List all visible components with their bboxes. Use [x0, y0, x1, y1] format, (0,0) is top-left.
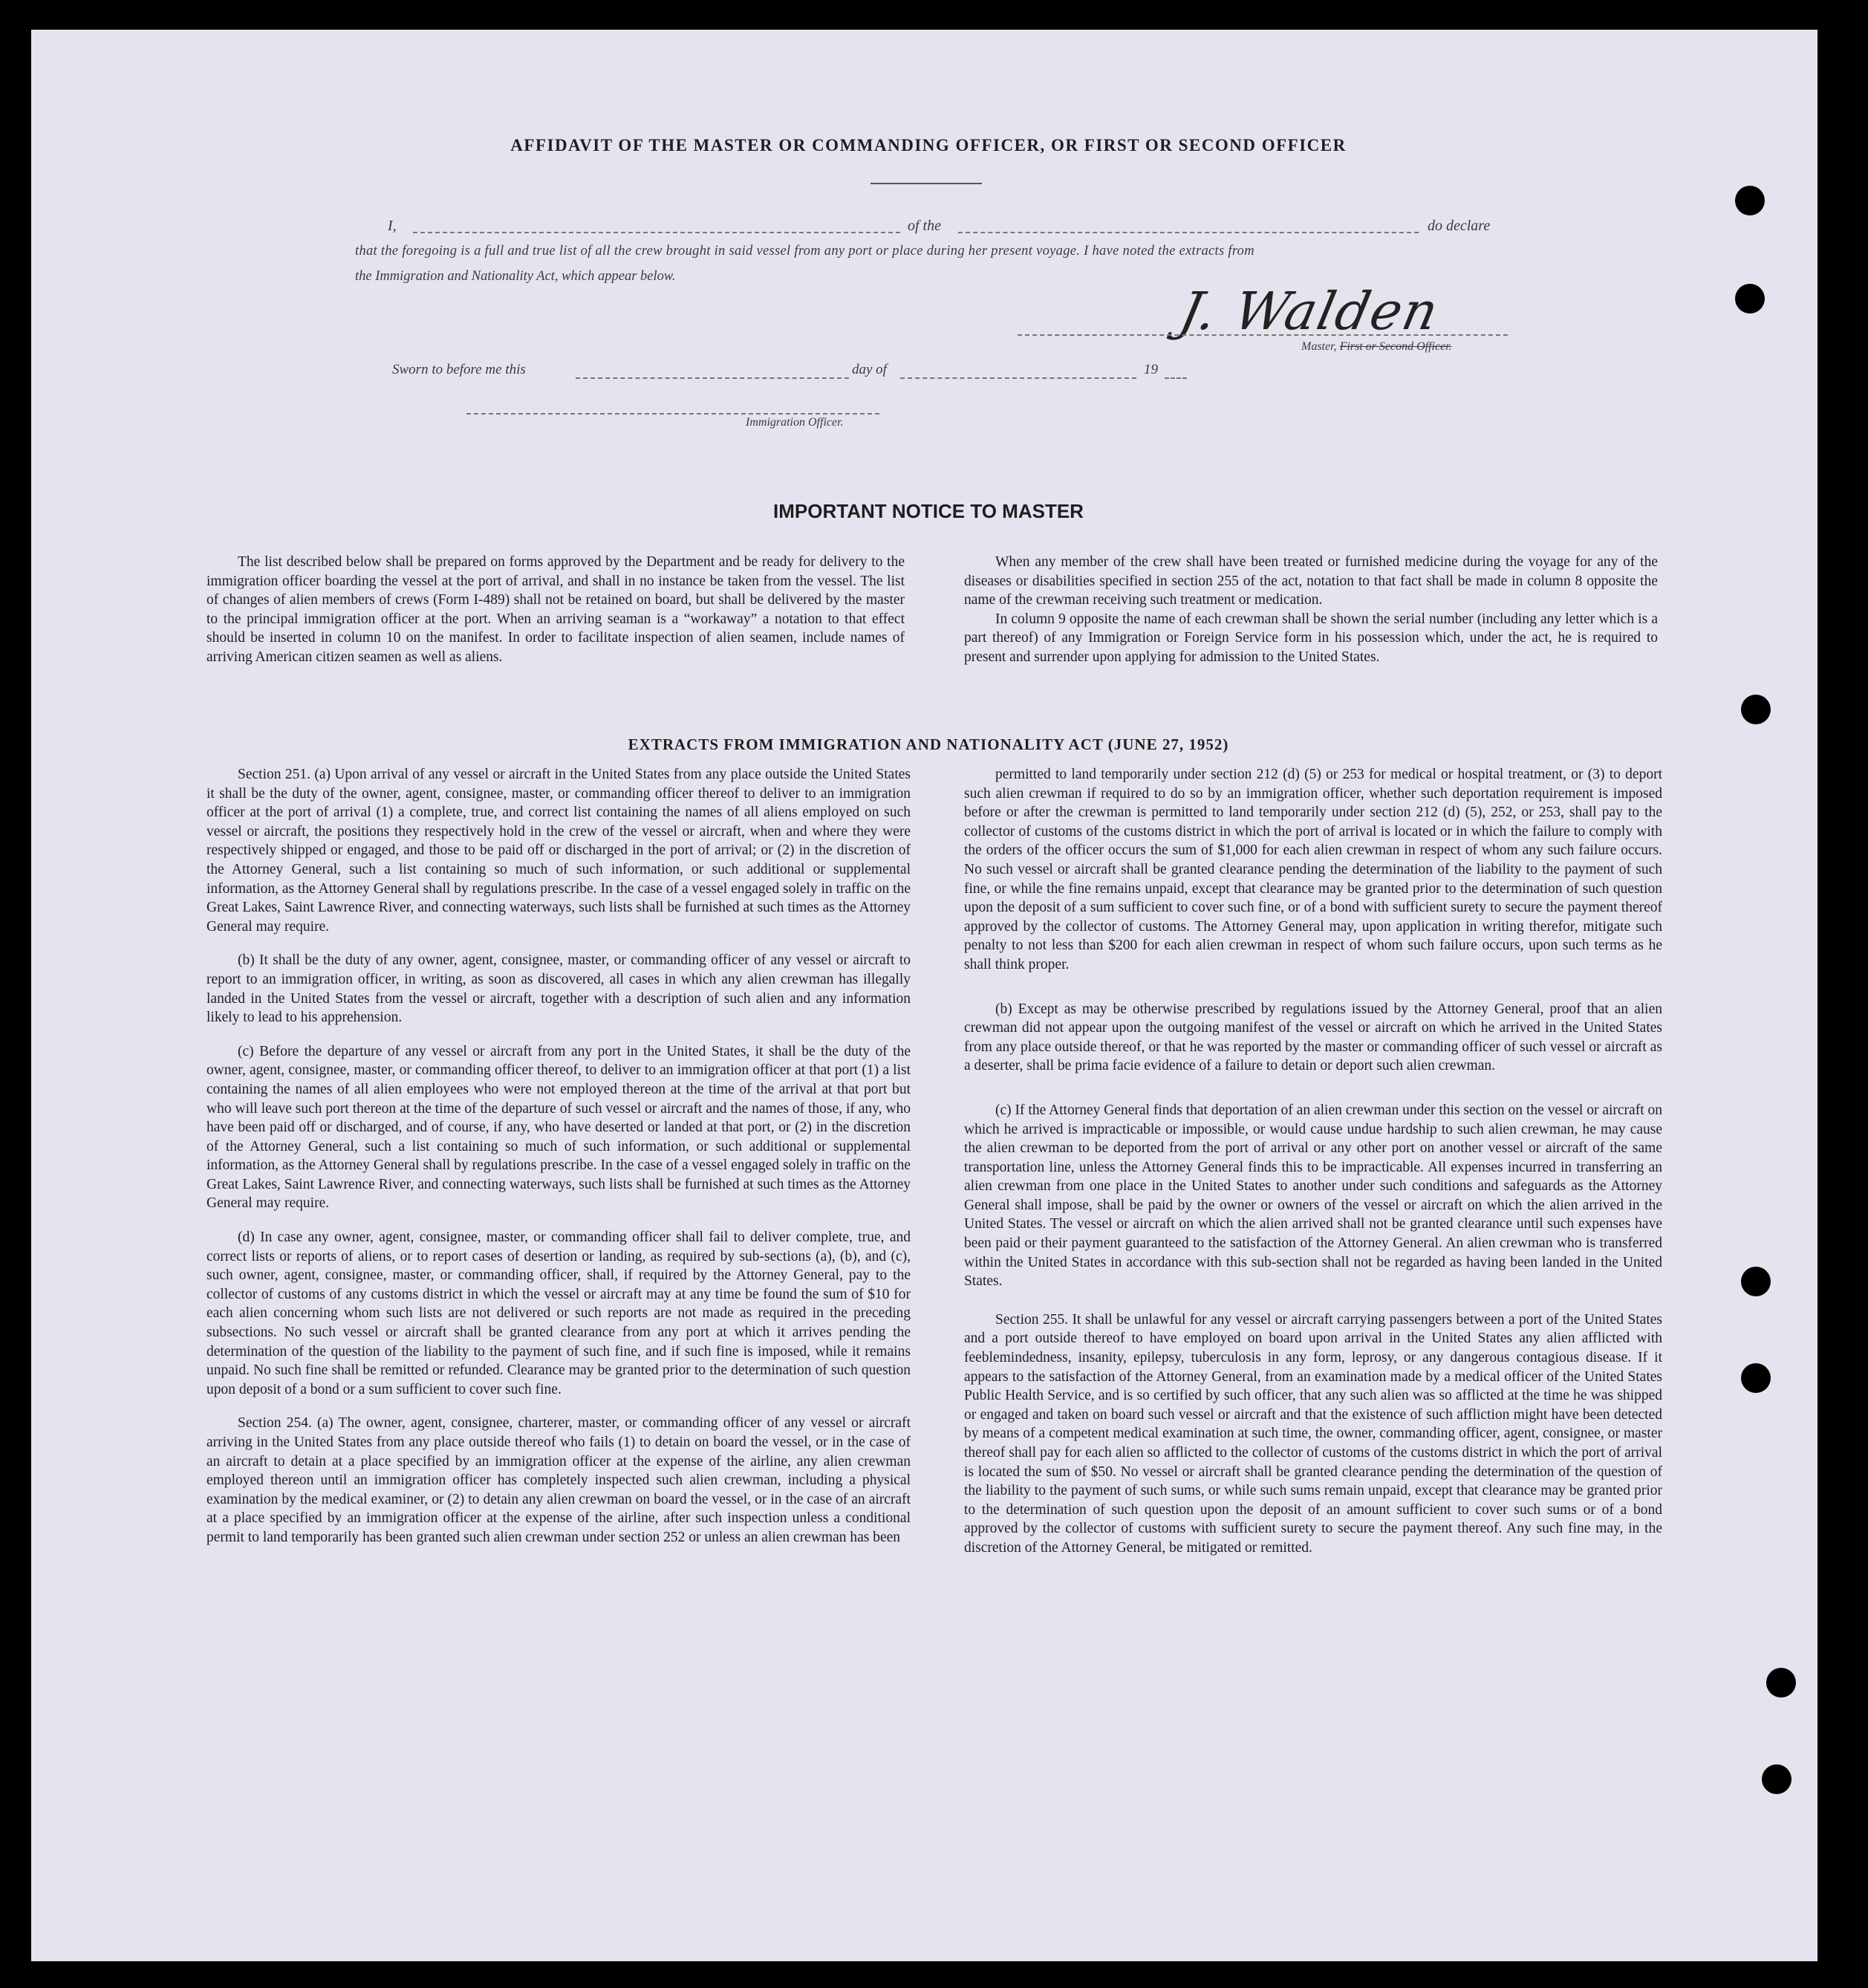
- of-the-label: of the: [908, 218, 941, 234]
- extract-paragraph: Section 254. (a) The owner, agent, consignee, charterer, master, or commanding officer of any vessel or aircraft arriving in the United States from any place outside thereof who fails (1) to detain on board the vessel, or in the case of an aircraft to detain at a place specified by an immigration officer at the expense of the airline, any alien crewman employed thereon until an immigration officer has completely inspected such alien crewman, including a physical examination by the medical examiner, or (2) to detain any alien crewman on board the vessel, or in the case of an aircraft at a place specified by an immigration officer at the expense of the airline, after such inspection unless a conditional permit to land temporarily has been granted such alien crewman under section 252 or unless an alien crewman has been: [206, 1415, 911, 1545]
- notice-right-paragraph: When any member of the crew shall have been treated or furnished medicine during the voyage for any of the diseases or disabilities specified in section 255 of the act, notation to that fact shall be made in column 8 opposite the name of the crewman receiving such treatment or medication.: [964, 554, 1658, 608]
- extract-paragraph: (b) Except as may be otherwise prescribed by regulations issued by the Attorney General, proof that an alien crewman did not appear upon the outgoing manifest of the vessel or aircraft on which he arrived in the United States from any place outside thereof, or that he was reported by the master or commanding officer of such vessel or aircraft as a deserter, shall be prima facie evidence of a failure to detain or deport such alien crewman.: [964, 1001, 1662, 1074]
- sworn-month-field[interactable]: [900, 377, 1136, 379]
- notice-title: IMPORTANT NOTICE TO MASTER: [773, 500, 1084, 522]
- punch-hole: [1741, 1267, 1771, 1296]
- sworn-year-field[interactable]: [1165, 377, 1187, 379]
- extract-paragraph: (d) In case any owner, agent, consignee, master, or commanding officer shall fail to deliver complete, true, and correct lists or reports of aliens, or to report cases of desertion or landing, as required by sub-sections (a), (b), and (c), such owner, agent, consignee, master, or commanding officer, shall, if required by the Attorney General, pay to the collector of customs of any customs district in which the vessel or aircraft may at any time be found the sum of $10 for each alien concerning whom such lists are not delivered or such reports are not made as required in the preceding subsections. No such vessel or aircraft shall be granted clearance from any port at which it arrives pending the determination of the question of the liability to the payment of such fine, and if such fine is imposed, while it remains unpaid. No such fine shall be remitted or refunded. Clearance may be granted prior to the determination of such question upon deposit of a bond or a sum sufficient to cover such fine.: [206, 1229, 911, 1397]
- notice-right-column: [964, 553, 1658, 682]
- year-prefix: 19: [1144, 362, 1158, 377]
- notice-right-paragraph: In column 9 opposite the name of each crewman shall be shown the serial number (including any letter which is a part thereof) of any Immigration or Foreign Service form in his possession which, under the act, he is required to present and surrender upon applying for admission to the United States.: [964, 611, 1658, 665]
- punch-hole: [1766, 1668, 1796, 1698]
- extract-paragraph: (b) It shall be the duty of any owner, agent, consignee, master, or commanding officer of any vessel or aircraft to report to an immigration officer, in writing, as soon as discovered, all cases in which any alien crewman has illegally landed in the United States from the vessel or aircraft, together with a description of such alien and any information likely to lead to his apprehension.: [206, 952, 911, 1026]
- extracts-left-column: [206, 765, 911, 1562]
- immigration-officer-label: Immigration Officer.: [746, 416, 844, 429]
- master-label-text: Master,: [1301, 340, 1337, 353]
- punch-hole: [1762, 1764, 1791, 1794]
- notice-left-text: The list described below shall be prepared on forms approved by the Department and be ready for delivery to the immigration officer boarding the vessel at the port of arrival, and shall in no instance be taken from the vessel. The list of changes of alien members of crews (Form I-489) shall not be retained on board, but shall be delivered by the master to the principal immigration officer at the port. When an arriving seaman is a “workaway” a notation to that effect should be inserted in column 10 on the manifest. In order to facilitate inspection of alien seamen, include names of arriving American citizen seamen as well as aliens.: [206, 554, 905, 665]
- vessel-name-field[interactable]: [958, 232, 1419, 233]
- title-divider: [870, 183, 982, 184]
- notice-left-column: [206, 553, 905, 682]
- declarant-name-field[interactable]: [413, 232, 900, 233]
- immigration-officer-signature-line[interactable]: [466, 413, 879, 415]
- extracts-title: EXTRACTS FROM IMMIGRATION AND NATIONALITY ACT (JUNE 27, 1952): [628, 735, 1229, 753]
- extracts-right-column: [964, 765, 1662, 1573]
- sworn-label: Sworn to before me this: [392, 362, 526, 377]
- punch-hole: [1741, 695, 1771, 724]
- struck-officer-label: First or Second Officer.: [1339, 340, 1452, 353]
- i-label: I,: [388, 218, 397, 234]
- affidavit-title: AFFIDAVIT OF THE MASTER OR COMMANDING OFFICER, OR FIRST OR SECOND OFFICER: [510, 136, 1347, 155]
- extract-paragraph: Section 255. It shall be unlawful for any vessel or aircraft carrying passengers between a port of the United States and a port outside thereof to have employed on board upon arrival in the United States any alien afflicted with feeblemindedness, insanity, epilepsy, tuberculosis in any form, leprosy, or any dangerous contagious disease. If it appears to the satisfaction of the Attorney General, from an examination made by a medical officer of the United States Public Health Service, and is so certified by such officer, that any such alien was so afflicted at the time he was shipped or engaged and taken on board such vessel or aircraft and that the existence of such affliction might have been detected by means of a competent medical examination at such time, the owner, commanding officer, agent, consignee, or master thereof shall pay for each alien so afflicted to the collector of customs of the customs district in which the port of arrival is located the sum of $50. No vessel or aircraft shall be granted clearance pending the determination of the question of the liability to the payment of such sums, or while such sums remain unpaid, except that clearance may be granted prior to the determination of such question upon the deposit of an amount sufficient to cover such sums or of a bond approved by the collector of customs with sufficient surety to secure the payment thereof. Any such fine may, in the discretion of the Attorney General, be mitigated or remitted.: [964, 1311, 1662, 1556]
- extract-paragraph: (c) Before the departure of any vessel or aircraft from any port in the United States, it shall be the duty of the owner, agent, consignee, master, or commanding officer thereof, to deliver to an immigration officer at that port (1) a list containing the names of all alien employees who were not employed thereon at the time of the arrival at that port but who will leave such port thereon at the time of the departure of such vessel or aircraft and the names of those, if any, who have been paid off or discharged, and of course, if any, who have deserted or landed at that port, or (2) in the discretion of the Attorney General, such a list containing so much of such information, or such additional or supplemental information, as the Attorney General shall by regulations prescribe. In the case of a vessel engaged solely in traffic on the Great Lakes, Saint Lawrence River, and connecting waterways, such lists shall be furnished at such times as the Attorney General may require.: [206, 1043, 911, 1212]
- extract-paragraph: (c) If the Attorney General finds that deportation of an alien crewman under this section on the vessel or aircraft on which he arrived is impracticable or impossible, or would cause undue hardship to such alien crewman, he may cause the alien crewman to be deported from the port of arrival or any other port on another vessel or aircraft of the same transportation line, unless the Attorney General finds this to be impracticable. All expenses incurred in transferring an alien crewman from one place in the United States to another under such conditions and safeguards as the Attorney General shall impose, shall be paid by the owner or owners of the vessel or aircraft on which the alien arrived in the United States. The vessel or aircraft on which the alien arrived shall not be granted clearance until such expenses have been paid or their payment guaranteed to the satisfaction of the Attorney General. An alien crewman who is transferred within the United States in accordance with this sub-section shall not be regarded as having been landed in the United States.: [964, 1102, 1662, 1290]
- punch-hole: [1735, 284, 1765, 314]
- day-of-label: day of: [852, 362, 887, 377]
- master-label: [1301, 340, 1452, 354]
- declaration-line-1: that the foregoing is a full and true list of all the crew brought in said vessel from any port or place during her present voyage. I have noted the extracts from: [355, 244, 1254, 259]
- sworn-day-field[interactable]: [576, 377, 849, 379]
- master-signature: J. Walden: [1174, 281, 1445, 342]
- punch-hole: [1741, 1363, 1771, 1393]
- do-declare-label: do declare: [1428, 218, 1491, 234]
- extract-paragraph: Section 251. (a) Upon arrival of any vessel or aircraft in the United States from any place outside the United States it shall be the duty of the owner, agent, consignee, master, or commanding officer thereof to deliver to an immigration officer at the port of arrival (1) a complete, true, and correct list containing the names of all aliens employed on such vessel or aircraft, the positions they respectively hold in the crew of the vessel or aircraft, when and where they were respectively shipped or engaged, and those to be paid off or discharged in the port of arrival; or (2) in the discretion of the Attorney General, such a list containing so much of such information, or such additional or supplemental information, as the Attorney General shall by regulations prescribe. In the case of a vessel engaged solely in traffic on the Great Lakes, Saint Lawrence River, and connecting waterways, such lists shall be furnished at such times as the Attorney General may require.: [206, 767, 911, 935]
- extract-paragraph: permitted to land temporarily under section 212 (d) (5) or 253 for medical or hospital treatment, or (3) to deport such alien crewman if required to do so by an immigration officer, whether such deportation requirement is imposed before or after the crewman is permitted to land temporarily under section 212 (d) (5), 252, or 253, shall pay to the collector of customs of the customs district in which the port of arrival is located or in which the failure to comply with the orders of the officer occurs the sum of $1,000 for each alien crewman in respect of whom any such failure occurs. No such vessel or aircraft shall be granted clearance pending the determination of the liability to the payment of such fine, or while the fine remains unpaid, except that clearance may be granted prior to the determination of such question upon the deposit of a sum sufficient to cover such fine, or of a bond with sufficient surety to secure the payment thereof approved by the collector of customs. The Attorney General may, upon application in writing therefor, mitigate such penalty to not less than $200 for each alien crewman in respect of whom such failure occurs, upon such terms as he shall think proper.: [964, 767, 1662, 972]
- master-signature-line[interactable]: [1018, 334, 1508, 336]
- declaration-line-2: the Immigration and Nationality Act, which appear below.: [355, 269, 676, 284]
- punch-hole: [1735, 186, 1765, 215]
